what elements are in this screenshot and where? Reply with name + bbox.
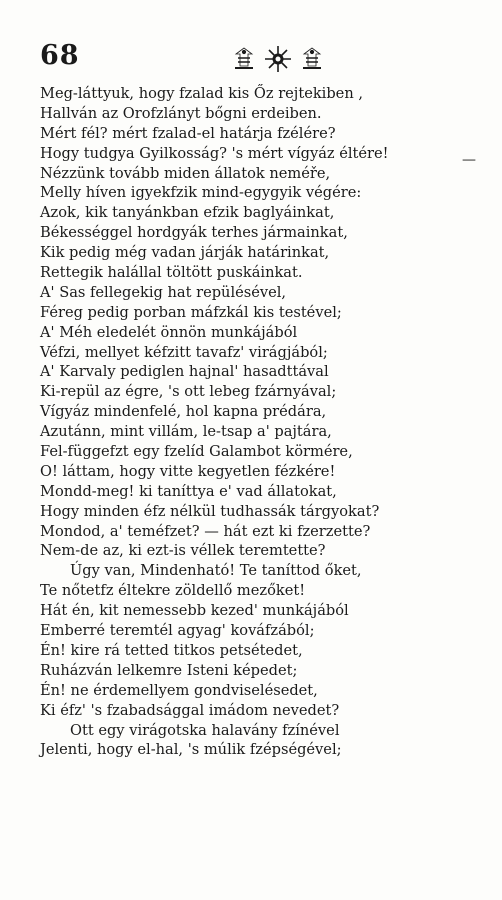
text-line: Kik pedig még vadan járják határinkat, — [40, 244, 330, 262]
text-line: Jelenti, hogy el-hal, 's múlik fzépségével; — [40, 741, 342, 759]
text-line: Vígyáz mindenfelé, hol kapna prédára, — [40, 403, 327, 421]
text-line: Úgy van, Mindenható! Te taníttod őket, — [70, 562, 362, 580]
text-line: Mondod, a' teméfzet? — hát ezt ki fzerzette? — [40, 522, 371, 540]
text-line: Hát én, kit nemessebb kezed' munkájából — [40, 602, 349, 620]
text-line: Te nőtetfz éltekre zöldellő mezőket! — [40, 582, 306, 600]
text-line: Meg-láttyuk, hogy fzalad kis Őz rejtekiben , — [40, 85, 364, 102]
text-line: Véfzi, mellyet kéfzitt tavafz' virágjából; — [40, 343, 328, 361]
text-line: Ki-repül az égre, 's ott lebeg fzárnyával; — [40, 383, 337, 401]
text-line: A' Karvaly pediglen hajnal' hasadttával — [40, 363, 329, 381]
text-line: Féreg pedig porban máfzkál kis testével; — [40, 303, 342, 321]
text-line: Mondd-meg! ki taníttya e' vad állatokat, — [40, 482, 337, 500]
text-line: Békességgel hordgyák terhes jármainkat, — [40, 224, 348, 242]
text-line: Én! ne érdemellyem gondviselésedet, — [40, 681, 318, 699]
text-line: Hogy minden éfz nélkül tudhassák tárgyokat? — [40, 502, 380, 520]
text-line: Én! kire rá tetted titkos petsétedet, — [40, 641, 303, 659]
text-line: Ki éfz' 's fzabadsággal imádom nevedet? — [40, 701, 340, 719]
text-line: Ruházván lelkemre Isteni képedet; — [40, 661, 298, 679]
text-line: O! láttam, hogy vitte kegyetlen fézkére! — [40, 462, 336, 480]
text-line: Azutánn, mint villám, le-tsap a' pajtára, — [40, 423, 332, 441]
text-line: Azok, kik tanyánkban efzik baglyáinkat, — [40, 204, 335, 222]
page-number: 68 — [40, 40, 80, 71]
text-line: A' Sas fellegekig hat repülésével, — [40, 283, 287, 301]
text-line: Nézzünk tovább miden állatok neméře, — [40, 164, 331, 182]
text-line: A' Méh eledelét önnön munkájából — [40, 323, 298, 341]
text-line: Melly híven igyekfzik mind-egygyik végére: — [40, 184, 362, 202]
text-line: Hallván az Orofzlányt bőgni erdeiben. — [40, 104, 322, 122]
text-line: Fel-függefzt egy fzelíd Galambot körmére, — [40, 443, 353, 461]
text-line: Rettegik halállal töltött puskáinkat. — [40, 264, 303, 282]
text-line: Mért fél? mért fzalad-el határja fzélére? — [40, 124, 336, 142]
text-line: Ott egy virágotska halavány fzínével — [70, 721, 340, 739]
poem-text — [40, 84, 470, 760]
decorative-ornament — [230, 44, 330, 74]
text-line: Nem-de az, ki ezt-is véllek teremtette? — [40, 542, 326, 560]
text-line: Emberré teremtél agyag' kováfzából; — [40, 622, 315, 640]
text-line: Hogy tudgya Gyilkosság? 's mért vígyáz éltére! — [40, 144, 389, 162]
margin-mark: — — [462, 152, 476, 168]
